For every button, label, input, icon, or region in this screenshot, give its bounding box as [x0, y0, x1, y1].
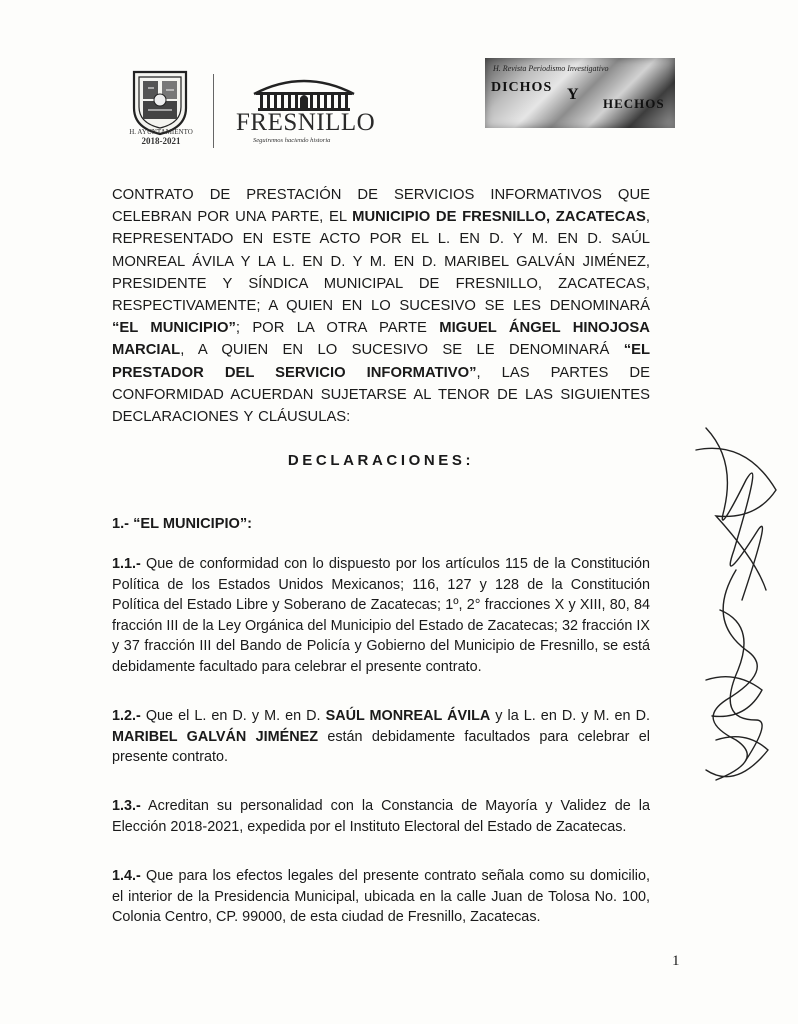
intro-bold-el-municipio: “EL MUNICIPIO”	[112, 320, 236, 337]
clause-bold-name: SAÚL MONREAL ÁVILA	[325, 708, 491, 724]
clause-number: 1.2.-	[112, 708, 141, 724]
partner-logo-word-hechos: HECHOS	[603, 96, 665, 111]
intro-text: , LAS PARTES DE CONFORMIDAD ACUERDAN SUJETARSE AL TENOR DE LAS SIGUIENTES DECLARACIONES Y CLÁUSULAS:	[112, 364, 650, 426]
clause-text: Acreditan su personalidad con la Constancia de Mayoría y Validez de la Elección 2018-2021, expedida por el Instituto Electoral del Estado de Zacatecas.	[112, 798, 650, 835]
seal-caption-line1: H. AYUNTAMIENTO	[129, 128, 193, 136]
clause-1-2	[112, 706, 650, 768]
intro-text: ; POR LA OTRA PARTE	[235, 320, 440, 337]
clause-number: 1.4.-	[112, 868, 141, 884]
municipal-seal-logo	[128, 68, 192, 136]
dichos-y-hechos-logo	[485, 58, 675, 128]
clause-text: Que para los efectos legales del presente contrato señala como su domicilio, el interior de la Presidencia Municipal, ubicada en la calle Juan de Tolosa No. 100, Colonia Centro, CP. 99000, de esta ciudad de Fresnillo, Zacatecas.	[112, 868, 650, 925]
contract-intro-paragraph	[112, 184, 650, 428]
clause-1-4	[112, 866, 650, 928]
intro-bold-provider-role: “EL PRESTADOR DEL SERVICIO INFORMATIVO”	[112, 342, 650, 381]
clause-number: 1.1.-	[112, 556, 141, 572]
clause-text: Que el L. en D. y M. en D.	[140, 708, 326, 724]
header-divider	[213, 74, 214, 148]
section-heading-el-municipio: 1.- “EL MUNICIPIO”:	[112, 516, 253, 532]
intro-bold-provider-name: MIGUEL ÁNGEL HINOJOSA MARCIAL	[112, 320, 650, 359]
fresnillo-logo-text: FRESNILLO	[236, 109, 376, 136]
fresnillo-building-icon	[246, 74, 362, 112]
fresnillo-tagline: Seguiremos haciendo historia	[253, 137, 331, 144]
seal-caption-years: 2018-2021	[141, 136, 181, 146]
handwritten-signature	[676, 420, 798, 800]
clause-text: están debidamente facultados para celebrar el presente contrato.	[112, 728, 650, 765]
page-number: 1	[672, 953, 680, 969]
clause-1-1	[112, 554, 650, 677]
intro-bold-municipality: MUNICIPIO DE FRESNILLO, ZACATECAS	[352, 209, 646, 226]
clause-text: Que de conformidad con lo dispuesto por los artículos 115 de la Constitución Política de los Estados Unidos Mexicanos; 116, 127 y 128 de la Constitución Política del Estado Libre y Soberano de Zacatecas; 1º, 2° fracciones X y XIII, 80, 84 fracción III de la Ley Orgánica del Municipio del Estado de Zacatecas; 32 fracción IX y 37 fracción III del Bando de Policía y Gobierno del Municipio de Fresnillo, se está debidamente facultado para celebrar el presente contrato.	[112, 556, 650, 675]
clause-1-3	[112, 796, 650, 837]
clause-text: y la L. en D. y M. en D.	[490, 708, 650, 724]
partner-logo-script: H. Revista Periodismo Investigativo	[493, 64, 609, 73]
clause-bold-name: MARIBEL GALVÁN JIMÉNEZ	[112, 728, 319, 745]
clause-number: 1.3.-	[112, 798, 141, 814]
partner-logo-word-dichos: DICHOS	[491, 80, 553, 95]
seal-caption	[116, 128, 206, 146]
partner-logo-word-y: Y	[567, 86, 579, 103]
intro-text: CONTRATO DE PRESTACIÓN DE SERVICIOS INFORMATIVOS QUE CELEBRAN POR UNA PARTE, EL	[112, 187, 650, 226]
intro-text: , REPRESENTADO EN ESTE ACTO POR EL L. EN D. Y M. EN D. SAÚL MONREAL ÁVILA Y LA L. EN D. Y M. EN D. MARIBEL GALVÁN JIMÉNEZ, PRESIDENTE Y SÍNDICA MUNICIPAL DE FRESNILLO, ZACATECAS, RESPECTIVAMENTE; A QUIEN EN LO SUCESIVO SE LES DENOMINARÁ	[112, 209, 650, 315]
declarations-heading: DECLARACIONES:	[287, 452, 475, 469]
intro-text: , A QUIEN EN LO SUCESIVO SE LE DENOMINARÁ	[180, 342, 624, 359]
